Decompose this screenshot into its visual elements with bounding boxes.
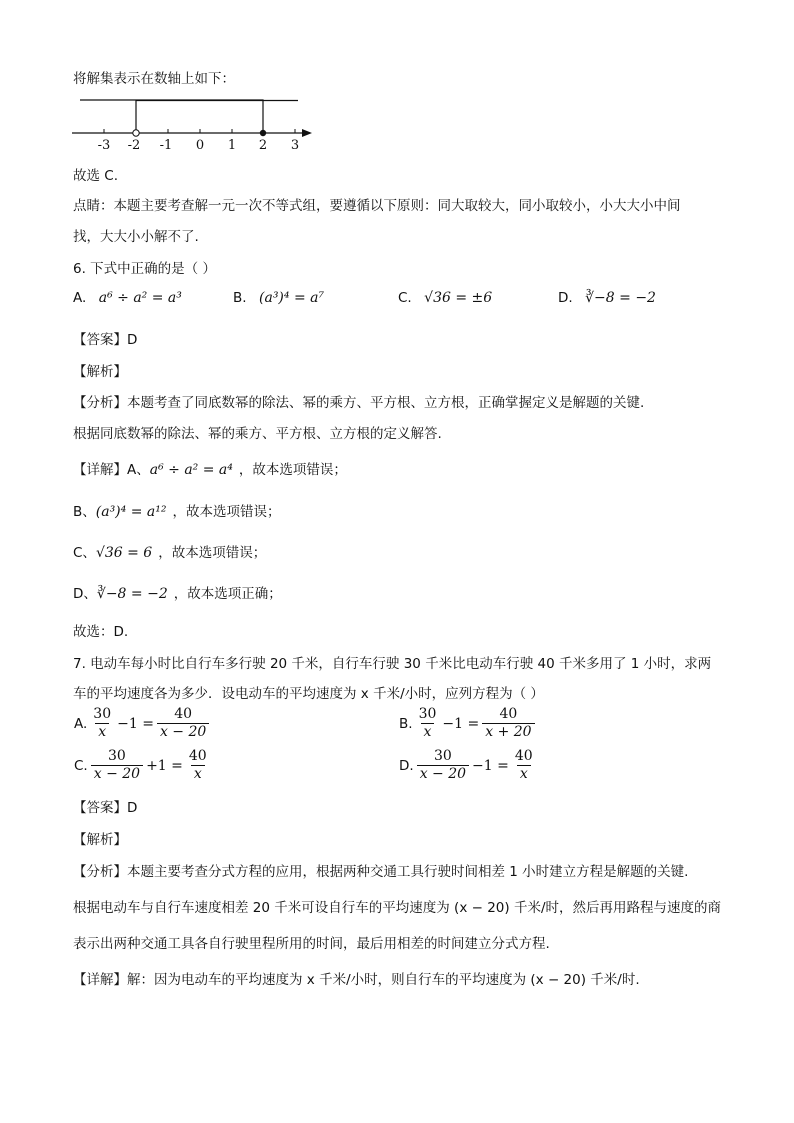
numerator: 40 <box>499 706 518 722</box>
q6-detail-b <box>73 500 280 520</box>
denominator: x <box>95 723 109 741</box>
solution-bracket-right <box>136 101 298 134</box>
detail-suffix: ，故本选项错误； <box>238 462 347 478</box>
q6-stem: 6. 下式中正确的是（ ） <box>73 261 216 277</box>
fraction <box>481 706 535 741</box>
operator: −1 = <box>442 715 480 732</box>
option-label: A. <box>74 715 88 732</box>
axis-arrow-icon <box>302 129 312 137</box>
q5-conclusion: 故选 C. <box>73 168 119 184</box>
intro-line: 将解集表示在数轴上如下： <box>73 71 235 87</box>
tick-label: -3 <box>97 138 111 153</box>
fraction <box>156 706 210 741</box>
q6-analysis-title: 【解析】 <box>73 364 127 380</box>
q6-detail-d <box>73 582 282 602</box>
denominator: x − 20 <box>157 723 209 741</box>
option-label: A. <box>73 290 87 306</box>
tick-label: 1 <box>227 138 237 153</box>
detail-expression: √36 = 6 <box>95 545 153 561</box>
open-point-icon <box>133 130 139 136</box>
denominator: x <box>517 765 531 783</box>
closed-point-icon <box>260 130 266 136</box>
option-expression: √36 = ±6 <box>424 290 493 306</box>
fraction <box>90 748 144 783</box>
option-label: C. <box>398 290 412 306</box>
q7-analysis-2: 根据电动车与自行车速度相差 20 千米可设自行车的平均速度为 (x − 20) 千米/时，然后再用路程与速度的商 <box>73 900 721 916</box>
option-expression: ∛−8 = −2 <box>585 290 656 306</box>
detail-suffix: ，故本选项错误； <box>172 504 281 520</box>
detail-prefix: B、 <box>73 504 96 520</box>
option-expression: (a³)⁴ = a⁷ <box>259 290 325 306</box>
fraction <box>511 748 537 783</box>
q6-option-d <box>558 290 656 306</box>
denominator: x − 20 <box>91 765 143 783</box>
q7-analysis-1: 【分析】本题主要考查分式方程的应用，根据两种交通工具行驶时间相差 1 小时建立方程是解题的关键. <box>73 864 689 880</box>
detail-expression: ∛−8 = −2 <box>96 586 168 602</box>
operator: −1 = <box>472 757 509 774</box>
tick-label: -2 <box>127 138 141 153</box>
solution-bracket-left <box>80 100 263 133</box>
option-expression: a⁶ ÷ a² = a³ <box>98 290 182 306</box>
option-label: D. <box>399 757 414 774</box>
q7-option-c <box>73 748 212 783</box>
detail-expression: a⁶ ÷ a² = a⁴ <box>149 462 233 478</box>
q6-analysis-1: 【分析】本题考查了同底数幂的除法、幂的乘方、平方根、立方根，正确掌握定义是解题的关键. <box>73 395 645 411</box>
numerator: 30 <box>93 706 112 722</box>
detail-expression: (a³)⁴ = a¹² <box>95 504 167 520</box>
q7-analysis-title: 【解析】 <box>73 832 127 848</box>
q6-detail-c <box>73 541 266 561</box>
q7-option-d <box>398 748 538 783</box>
q7-stem-line2: 车的平均速度各为多少．设电动车的平均速度为 x 千米/小时，应列方程为（ ） <box>73 686 544 702</box>
tick-label: 0 <box>195 138 205 153</box>
fraction <box>185 748 211 783</box>
numerator: 40 <box>514 748 533 764</box>
q6-option-c <box>398 290 492 306</box>
option-label: B. <box>233 290 247 306</box>
numerator: 30 <box>107 748 126 764</box>
number-line-figure <box>70 88 320 154</box>
fraction <box>416 748 470 783</box>
tick-label: 2 <box>258 138 268 153</box>
fraction <box>415 706 441 741</box>
operator: +1 = <box>146 757 183 774</box>
operator: −1 = <box>117 715 154 732</box>
q7-option-a <box>73 706 211 741</box>
detail-suffix: ，故本选项错误； <box>158 545 267 561</box>
numerator: 30 <box>418 706 437 722</box>
detail-suffix: ，故本选项正确； <box>173 586 282 602</box>
option-label: D. <box>558 290 573 306</box>
option-label: C. <box>74 757 88 774</box>
q7-option-b <box>398 706 537 741</box>
q6-answer: 【答案】D <box>73 332 138 348</box>
q5-point-line1: 点睛：本题主要考查解一元一次不等式组，要遵循以下原则：同大取较大，同小取较小，小大大小中间 <box>73 198 681 214</box>
fraction <box>89 706 115 741</box>
q6-detail-a <box>73 458 347 478</box>
q6-option-a <box>73 290 182 306</box>
numerator: 40 <box>188 748 207 764</box>
q7-analysis-3: 表示出两种交通工具各自行驶里程所用的时间，最后用相差的时间建立分式方程. <box>73 936 550 952</box>
numerator: 40 <box>174 706 193 722</box>
denominator: x − 20 <box>417 765 469 783</box>
detail-prefix: C、 <box>73 545 96 561</box>
q6-conclusion: 故选：D. <box>73 624 129 640</box>
q7-stem-line1: 7. 电动车每小时比自行车多行驶 20 千米，自行车行驶 30 千米比电动车行驶 40 千米多用了 1 小时，求两 <box>73 656 712 672</box>
q7-answer: 【答案】D <box>73 800 138 816</box>
option-label: B. <box>399 715 413 732</box>
detail-prefix: 【详解】A、 <box>73 462 150 478</box>
tick-label: 3 <box>290 138 300 153</box>
detail-prefix: D、 <box>73 586 97 602</box>
q6-analysis-2: 根据同底数幂的除法、幂的乘方、平方根、立方根的定义解答. <box>73 426 442 442</box>
denominator: x <box>191 765 205 783</box>
q6-option-b <box>233 290 324 306</box>
numerator: 30 <box>433 748 452 764</box>
denominator: x + 20 <box>482 723 534 741</box>
q7-detail: 【详解】解：因为电动车的平均速度为 x 千米/小时，则自行车的平均速度为 (x − 20) 千米/时. <box>73 972 640 988</box>
tick-label: -1 <box>159 138 173 153</box>
q5-point-line2: 找，大大小小解不了. <box>73 229 199 245</box>
denominator: x <box>421 723 435 741</box>
